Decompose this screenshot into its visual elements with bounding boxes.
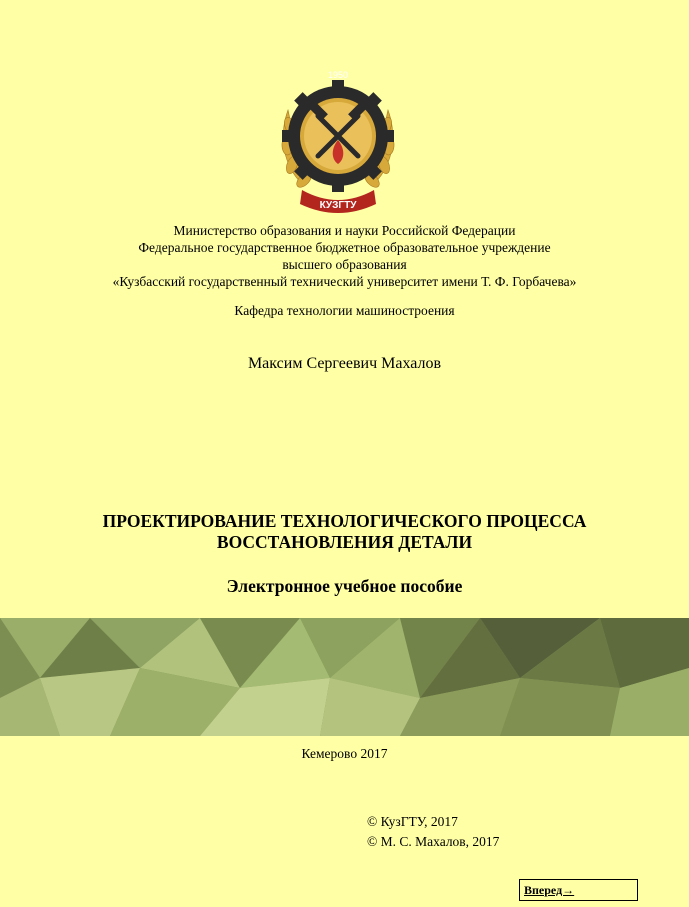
ministry-line: Министерство образования и науки Российской Федерации: [173, 223, 516, 238]
city-year: Кемерово 2017: [301, 746, 388, 761]
document-title-line-1: ПРОЕКТИРОВАНИЕ ТЕХНОЛОГИЧЕСКОГО ПРОЦЕССА: [102, 511, 587, 531]
university-name-line: «Кузбасский государственный технический университет имени Т. Ф. Горбачева»: [112, 274, 577, 289]
author-name: Максим Сергеевич Махалов: [247, 355, 442, 372]
emblem-year: 1950: [327, 70, 349, 80]
document-subtitle: Электронное учебное пособие: [226, 576, 463, 596]
decorative-polygon-banner: [0, 618, 689, 736]
document-title-line-2: ВОССТАНОВЛЕНИЯ ДЕТАЛИ: [216, 532, 473, 552]
copyright-author: © М. С. Махалов, 2017: [367, 834, 500, 849]
emblem-ribbon-text: КУЗГТУ: [319, 200, 357, 211]
education-level-line: высшего образования: [282, 257, 407, 272]
next-page-button[interactable]: Вперед→: [519, 879, 638, 901]
institution-type-line: Федеральное государственное бюджетное образовательное учреждение: [138, 240, 551, 255]
department-name: Кафедра технологии машиностроения: [234, 303, 455, 318]
kuzgtu-emblem-icon: [268, 66, 408, 216]
copyright-university: © КузГТУ, 2017: [367, 814, 458, 829]
